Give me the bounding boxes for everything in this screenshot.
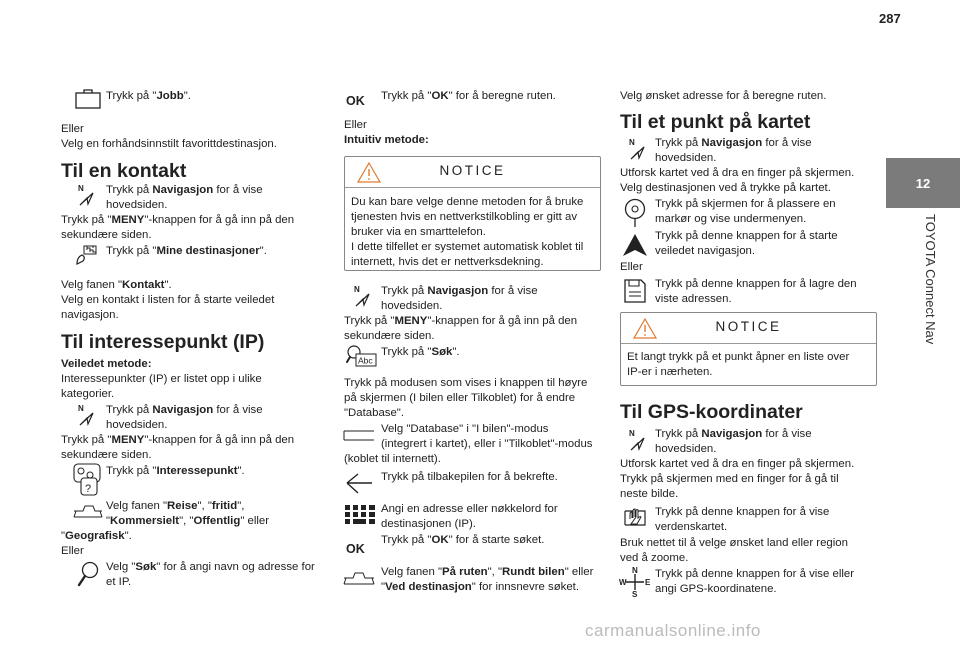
poi-step-4: Velg fanen "Reise", "fritid", (106, 500, 245, 512)
notice-box (344, 156, 601, 271)
text-line: Bruk nettet til å velge ønsket land eller region (620, 537, 848, 549)
svg-text:N: N (629, 138, 635, 147)
heading-contact: Til en kontakt (61, 160, 187, 182)
text-line: destinasjonen (IP). (381, 518, 476, 530)
text-line: viste adressen. (655, 293, 732, 305)
svg-text:?: ? (85, 483, 92, 495)
keyboard-icon (345, 505, 375, 525)
navigation-icon (76, 183, 96, 207)
text-line: Trykk på skjermen for å plassere en (655, 198, 836, 210)
database-toggle-icon (343, 428, 375, 444)
watermark: carmanualsonline.info (585, 621, 761, 640)
compass-icon (619, 566, 651, 598)
text-line: Interessepunkter (IP) er listet opp i ulike (61, 373, 262, 385)
text-line: markør og vise undermenyen. (655, 213, 807, 225)
contact-step-2: Trykk på "MENY"-knappen for å gå inn på den (61, 214, 295, 226)
text-line: sekundære siden. (344, 330, 435, 342)
poi-step-3: Trykk på "Interessepunkt". (106, 465, 245, 477)
save-address-icon (623, 278, 647, 304)
text-line: "Database". (344, 407, 405, 419)
text-line: Trykk på denne knappen for å vise eller (655, 568, 855, 580)
text-line: hovedsiden. (106, 419, 168, 431)
text-line: Velg "Database" i "I bilen"-modus (381, 423, 549, 435)
text-line: (koblet til internett). (344, 453, 441, 465)
text-line: Utforsk kartet ved å dra en finger på skjermen. (620, 458, 855, 470)
text-line: navigasjon. (61, 309, 119, 321)
search-icon (77, 561, 101, 587)
ok-step: Trykk på "OK" for å beregne ruten. (381, 90, 556, 102)
text-line: Trykk på denne knappen for å lagre den (655, 278, 857, 290)
text-line: hovedsiden. (106, 199, 168, 211)
notice-box (620, 312, 877, 386)
text-line: angi GPS-koordinatene. (655, 583, 777, 595)
chapter-title-tab (886, 208, 960, 458)
heading-poi: Til interessepunkt (IP) (61, 331, 265, 353)
poi-step-2: Trykk på "MENY"-knappen for å gå inn på den (61, 434, 295, 446)
notice-title: NOTICE (715, 319, 782, 334)
text-line: Trykk på modusen som vises i knappen til høyre (344, 377, 588, 389)
text-line: (integrert i kartet), eller i "Tilkoblet"-modus (381, 438, 593, 450)
compass-n: N (632, 566, 638, 575)
poi-step-1: Trykk på Navigasjon for å vise (106, 404, 263, 416)
tabs-icon (73, 503, 103, 523)
svg-text:N: N (354, 285, 360, 294)
text-or: Eller (620, 261, 643, 273)
navigation-icon (352, 284, 372, 308)
gps-step-1: Trykk på Navigasjon for å vise (655, 428, 812, 440)
text-line: verdenskartet. (655, 521, 728, 533)
map-pin-icon (622, 198, 648, 228)
compass-w: W (619, 578, 627, 587)
contact-step-3: Trykk på "Mine destinasjoner". (106, 245, 267, 257)
svg-text:N: N (78, 404, 84, 413)
text-intuitive-method: Intuitiv metode: (344, 134, 429, 146)
text-line: hovedsiden. (655, 152, 717, 164)
navigation-icon (627, 137, 647, 161)
destination-flag-icon (75, 244, 99, 266)
ok-icon: OK (346, 94, 365, 108)
text-line: et IP. (106, 576, 132, 588)
text-line: hovedsiden. (655, 443, 717, 455)
text-line: Velg en kontakt i listen for å starte veiledet (61, 294, 275, 306)
chapter-tab: 12 (886, 158, 960, 208)
svg-text:Abc: Abc (358, 355, 373, 366)
text-line: Angi en adresse eller nøkkelord for (381, 503, 558, 515)
text-line: kategorier. (61, 388, 115, 400)
intuitive-step-tab-b: "Ved destinasjon" for innsnevre søket. (381, 581, 580, 593)
intuitive-step-1: Trykk på Navigasjon for å vise (381, 285, 538, 297)
svg-text:N: N (78, 184, 84, 193)
text-line: sekundære siden. (61, 449, 152, 461)
poi-step-4c: "Geografisk". (61, 530, 132, 542)
poi-search-icon (73, 463, 101, 497)
contact-step-1: Trykk på Navigasjon for å vise (106, 184, 263, 196)
text-line: sekundære siden. (61, 229, 152, 241)
text-line: på skjermen (I bilen eller Tilkoblet) for å endre (344, 392, 576, 404)
text-line: hovedsiden. (381, 300, 443, 312)
text-or: Eller (61, 123, 84, 135)
start-guidance-icon (622, 233, 648, 257)
text-line: veiledet navigasjon. (655, 245, 756, 257)
text-or: Eller (61, 545, 84, 557)
intuitive-step-tab: Velg fanen "På ruten", "Rundt bilen" eller (381, 566, 594, 578)
text-line: Trykk på tilbakepilen for å bekrefte. (381, 471, 558, 483)
text-line: Trykk på denne knappen for å starte (655, 230, 838, 242)
notice-body: Et langt trykk på et punkt åpner en liste over IP-er i nærheten. (627, 351, 850, 378)
compass-e: E (645, 578, 651, 587)
text-or: Eller (344, 119, 367, 131)
poi-step-5: Velg "Søk" for å angi navn og adresse for (106, 561, 315, 573)
contact-step-4: Velg fanen "Kontakt". (61, 279, 172, 291)
page-number: 287 (879, 11, 901, 26)
text-line: Trykk på skjermen med en finger for å gå til (620, 473, 839, 485)
text-guided-method: Veiledet metode: (61, 358, 152, 370)
back-arrow-icon (344, 472, 374, 496)
poi-step-4b: "Kommersielt", "Offentlig" eller (106, 515, 270, 527)
navigation-icon (76, 403, 96, 427)
text-line: Trykk på denne knappen for å vise (655, 506, 830, 518)
map-step-1: Trykk på Navigasjon for å vise (655, 137, 812, 149)
intuitive-step-3: Trykk på "Søk". (381, 346, 460, 358)
text-line: Utforsk kartet ved å dra en finger på skjermen. (620, 167, 855, 179)
heading-map-point: Til et punkt på kartet (620, 111, 811, 133)
world-map-icon (622, 503, 648, 529)
text-favorite: Velg en forhåndsinnstilt favorittdestinasjon. (61, 138, 277, 150)
intuitive-step-2: Trykk på "MENY"-knappen for å gå inn på den (344, 315, 578, 327)
tabs-icon (343, 570, 375, 590)
text-line: neste bilde. (620, 488, 679, 500)
text-line: Velg destinasjonen ved å trykke på kartet. (620, 182, 831, 194)
text-line: ved å zoome. (620, 552, 689, 564)
step-work: Trykk på "Jobb". (106, 90, 191, 102)
notice-title: NOTICE (439, 163, 506, 178)
heading-gps: Til GPS-koordinater (620, 401, 803, 423)
compass-s: S (632, 590, 638, 598)
ok-icon: OK (346, 542, 365, 556)
navigation-icon (627, 428, 647, 452)
intuitive-step-ok: Trykk på "OK" for å starte søket. (381, 534, 545, 546)
briefcase-icon (75, 88, 101, 110)
chapter-title: TOYOTA Connect Nav (923, 214, 938, 345)
svg-text:N: N (629, 429, 635, 438)
text-search-icon (345, 344, 377, 370)
text-line: Velg ønsket adresse for å beregne ruten. (620, 90, 827, 102)
notice-body: Du kan bare velge denne metoden for å bruke tjenesten hvis en nettverkstilkobling er gitt av bruker via en smarttelefon. I dette tilfellet er systemet automatisk koblet til internett, hvis det er nettverksdekning. (351, 196, 584, 268)
